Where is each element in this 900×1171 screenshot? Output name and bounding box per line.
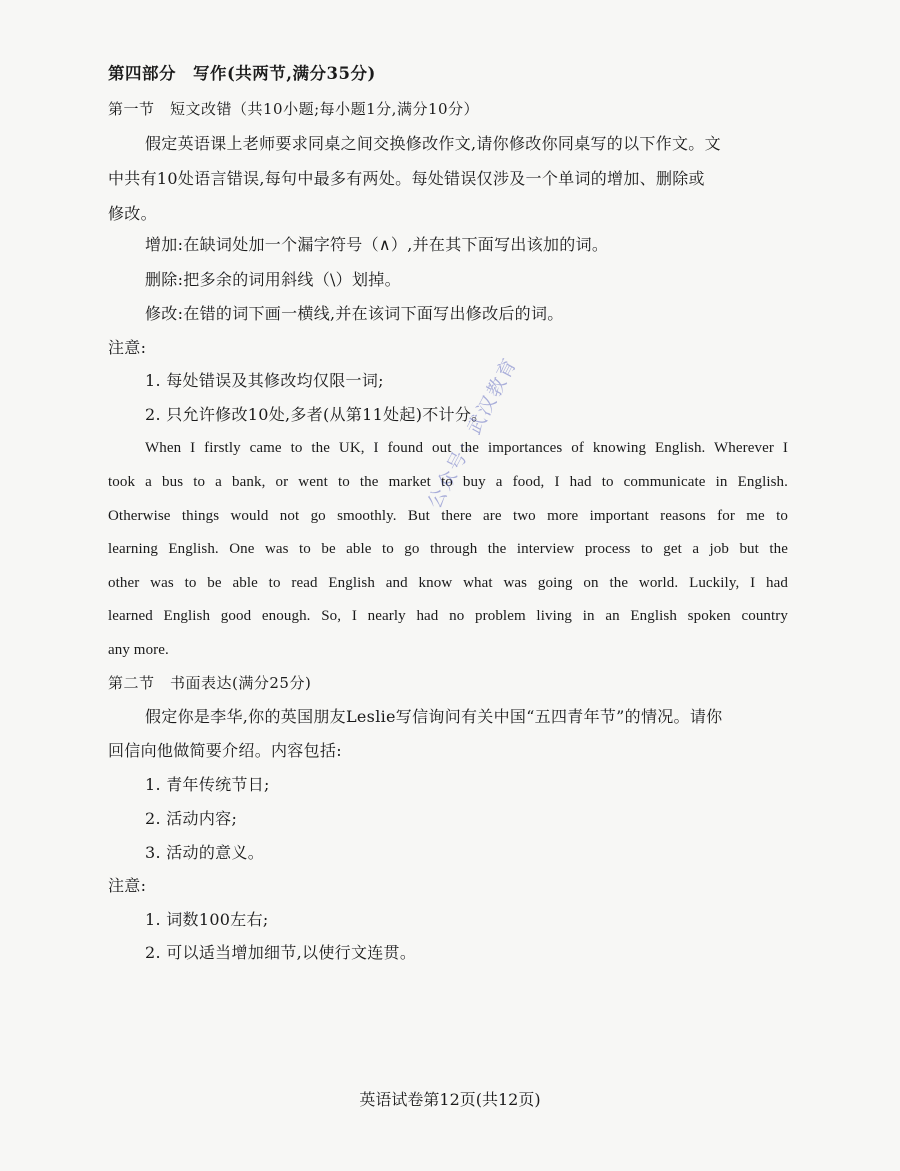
section2-title: 第二节 书面表达(满分25分) <box>108 674 312 692</box>
watermark: 公众号：武汉教育 <box>423 353 522 513</box>
passage-line-4: learning English. One was to be able to go through the interview process to get a job but the <box>108 541 788 557</box>
passage-line-6: learned English good enough. So, I nearly had no problem living in an English spoken country <box>108 608 788 624</box>
part-title: 第四部分 写作(共两节,满分35分) <box>108 64 376 83</box>
content-item-2: 2. 活动内容; <box>145 809 238 828</box>
section1-title: 第一节 短文改错（共10小题;每小题1分,满分10分） <box>108 100 480 118</box>
content-item-3: 3. 活动的意义。 <box>145 843 265 862</box>
section2-intro-line-1: 假定你是李华,你的英国朋友Leslie写信询问有关中国“五四青年节”的情况。请你 <box>145 707 723 726</box>
section2-note-1: 1. 词数100左右; <box>145 910 269 929</box>
content-item-1: 1. 青年传统节日; <box>145 775 270 794</box>
passage-line-5: other was to be able to read English and know what was going on the world. Luckily, I had <box>108 575 788 591</box>
rule-add: 增加:在缺词处加一个漏字符号（∧）,并在其下面写出该加的词。 <box>145 235 609 254</box>
page-footer: 英语试卷第12页(共12页) <box>359 1090 541 1109</box>
section2-note-label: 注意: <box>108 876 147 895</box>
passage-line-7: any more. <box>108 642 169 658</box>
section1-intro-line-2: 中共有10处语言错误,每句中最多有两处。每处错误仅涉及一个单词的增加、删除或 <box>108 169 705 188</box>
section2-intro-line-2: 回信向他做简要介绍。内容包括: <box>108 741 342 760</box>
section1-note-label: 注意: <box>108 338 147 357</box>
rule-delete: 删除:把多余的词用斜线（\）划掉。 <box>145 270 401 289</box>
passage-line-1: When I firstly came to the UK, I found out the importances of knowing English. Wherever I <box>145 440 788 456</box>
section1-note-2: 2. 只允许修改10处,多者(从第11处起)不计分。 <box>145 405 488 424</box>
rule-modify: 修改:在错的词下画一横线,并在该词下面写出修改后的词。 <box>145 304 564 323</box>
section1-note-1: 1. 每处错误及其修改均仅限一词; <box>145 371 384 390</box>
passage-line-2: took a bus to a bank, or went to the market to buy a food, I had to communicate in English. <box>108 474 788 490</box>
passage-line-3: Otherwise things would not go smoothly. But there are two more important reasons for me to <box>108 508 788 524</box>
section2-note-2: 2. 可以适当增加细节,以使行文连贯。 <box>145 943 417 962</box>
section1-intro-line-1: 假定英语课上老师要求同桌之间交换修改作文,请你修改你同桌写的以下作文。文 <box>145 134 721 153</box>
section1-intro-line-3: 修改。 <box>108 204 157 223</box>
